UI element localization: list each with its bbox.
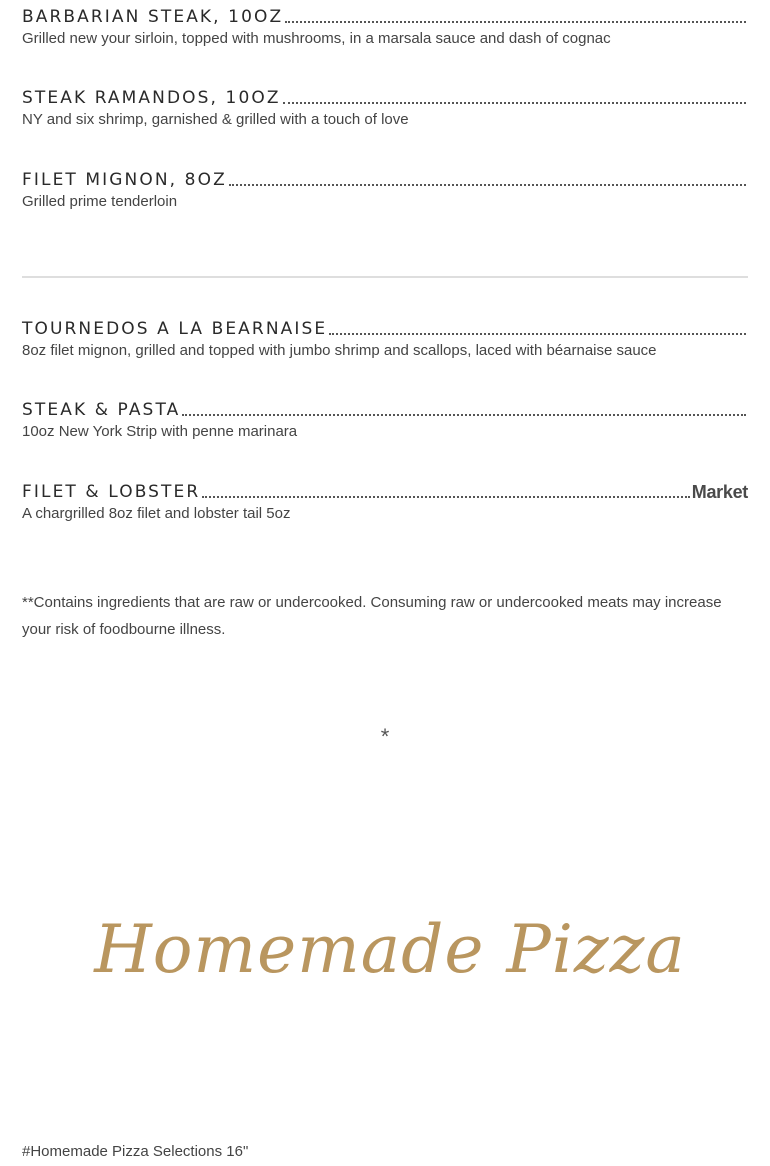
menu-item	[22, 477, 748, 524]
dot-leader	[283, 101, 746, 104]
item-description: Grilled new your sirloin, topped with mushrooms, in a marsala sauce and dash of cognac	[22, 30, 611, 47]
dot-leader	[229, 183, 746, 186]
menu-item	[22, 2, 748, 49]
item-name: BARBARIAN STEAK, 10OZ	[22, 7, 284, 27]
section-heading	[94, 880, 686, 1020]
section-divider	[22, 276, 748, 278]
menu-item	[22, 314, 748, 361]
dot-leader	[202, 495, 689, 498]
item-description: Grilled prime tenderloin	[22, 193, 178, 210]
item-name: TOURNEDOS A LA BEARNAISE	[22, 319, 328, 339]
item-description: 10oz New York Strip with penne marinara	[22, 423, 298, 440]
menu-item	[22, 83, 748, 130]
dot-leader	[285, 20, 746, 23]
item-name: FILET & LOBSTER	[22, 482, 201, 502]
menu-item	[22, 395, 748, 442]
item-name: STEAK RAMANDOS, 10OZ	[22, 88, 281, 108]
dot-leader	[329, 332, 746, 335]
item-name: FILET MIGNON, 8OZ	[22, 170, 227, 190]
item-description: 8oz filet mignon, grilled and topped with jumbo shrimp and scallops, laced with béarnaise sauce	[22, 342, 657, 359]
section-heading-text: Homemade Pizza	[94, 911, 686, 988]
item-description: A chargrilled 8oz filet and lobster tail 5oz	[22, 505, 291, 522]
item-description: NY and six shrimp, garnished & grilled with a touch of love	[22, 111, 409, 128]
dot-leader	[182, 413, 746, 416]
item-name: STEAK & PASTA	[22, 400, 181, 420]
menu-item	[22, 165, 748, 212]
item-price: Market	[691, 482, 748, 502]
disclaimer-note: **Contains ingredients that are raw or undercooked. Consuming raw or undercooked meats may increase your risk of foodbourne illness.	[22, 594, 722, 638]
pizza-selections-label: #Homemade Pizza Selections 16"	[22, 1143, 249, 1160]
asterisk-ornament-icon: *	[380, 724, 390, 749]
